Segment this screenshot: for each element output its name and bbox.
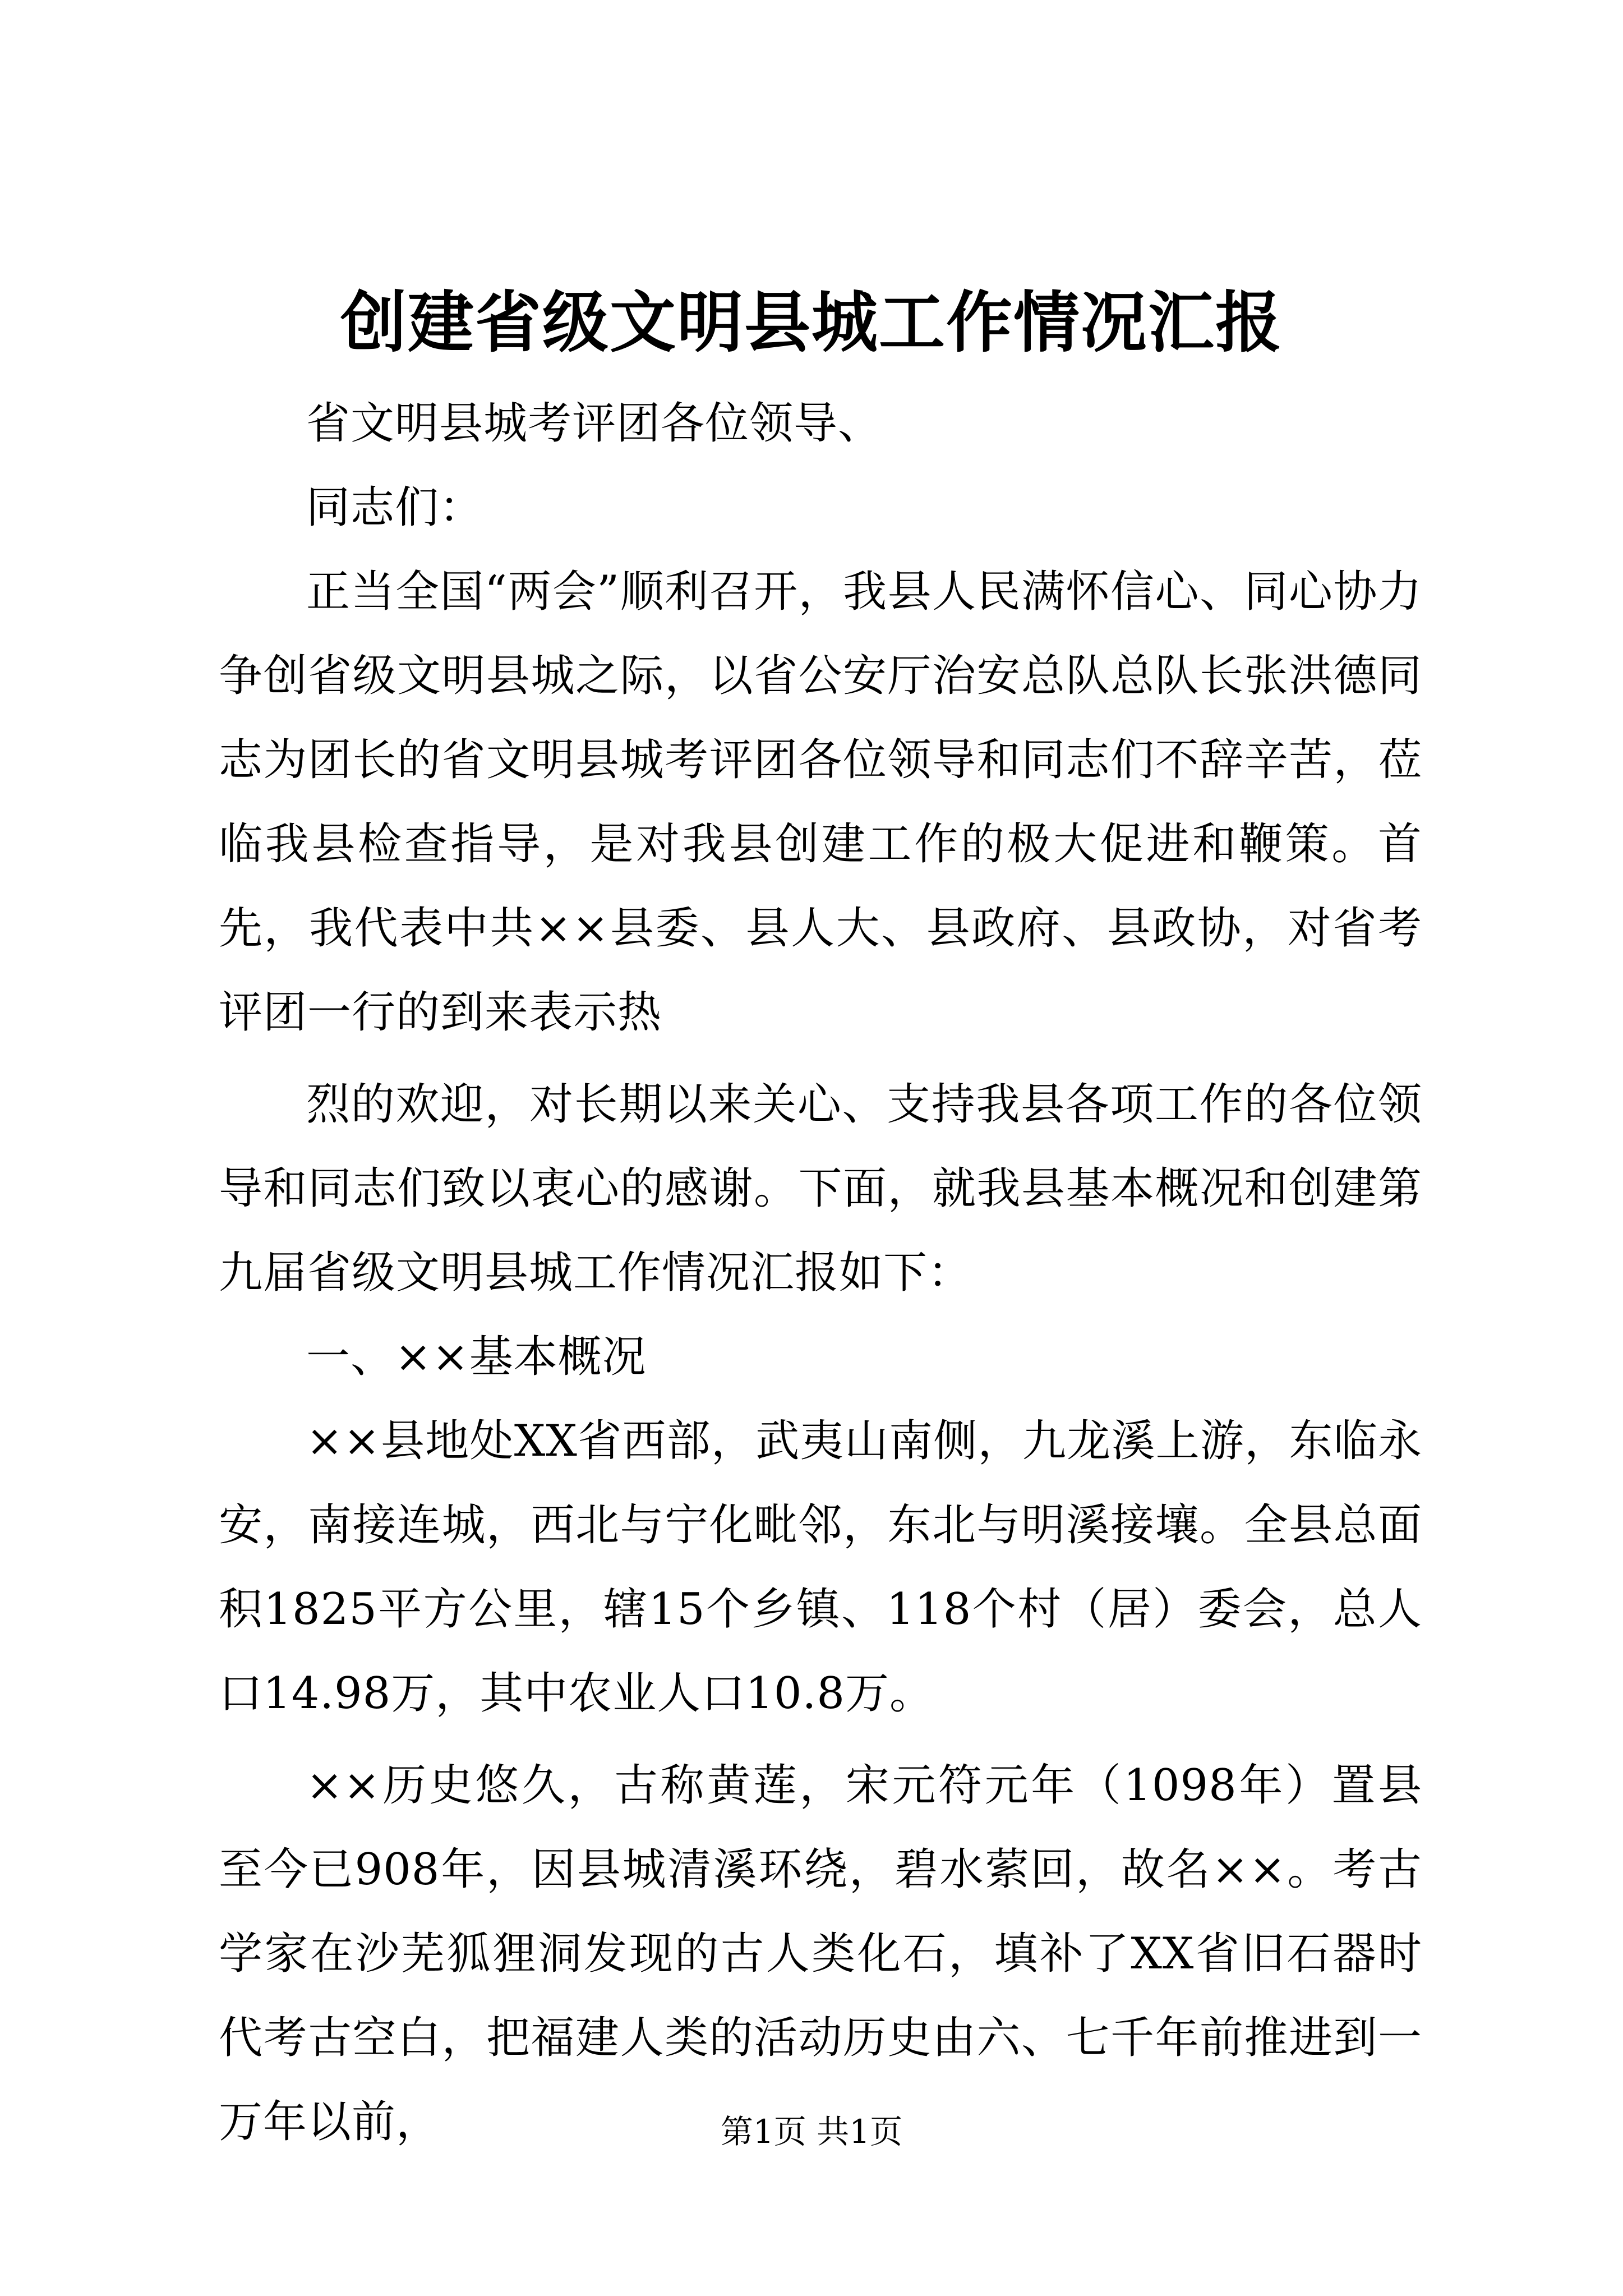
paragraph-opening: 正当全国“两会”顺利召开，我县人民满怀信心、同心协力争创省级文明县城之际，以省公安厅治安总队总队长张洪德同志为团长的省文明县城考评团各位领导和同志们不辞辛苦，莅临我县检查指导，是对我县创建工作的极大促进和鞭策。首先，我代表中共××县委、县人大、县政府、县政协，对省考评团一行的到来表示热	[219, 567, 1422, 1038]
section-heading-1: 一、××基本概况	[306, 1332, 647, 1382]
paragraph-history: ××历史悠久，古称黄莲，宋元符元年（1098年）置县至今已908年，因县城清溪环绕，碧水萦回，故名××。考古学家在沙芜狐狸洞发现的古人类化石，填补了XX省旧石器时代考古空白，把福建人类的活动历史由六、七千年前推进到一万年以前，	[219, 1760, 1422, 2147]
page-footer: 第1页 共1页	[720, 2113, 903, 2151]
paragraph-geography: ××县地处XX省西部，武夷山南侧，九龙溪上游，东临永安，南接连城，西北与宁化毗邻，东北与明溪接壤。全县总面积1825平方公里，辖15个乡镇、118个村（居）委会，总人口14.98万，其中农业人口10.8万。	[219, 1416, 1422, 1719]
salutation-line-1: 省文明县城考评团各位领导、	[306, 398, 883, 449]
document-title: 创建省级文明县城工作情况汇报	[340, 283, 1283, 361]
salutation-line-2: 同志们：	[306, 482, 484, 533]
document-body	[219, 381, 1422, 2164]
paragraph-welcome: 烈的欢迎，对长期以来关心、支持我县各项工作的各位领导和同志们致以衷心的感谢。下面，就我县基本概况和创建第九届省级文明县城工作情况汇报如下：	[219, 1079, 1422, 1298]
